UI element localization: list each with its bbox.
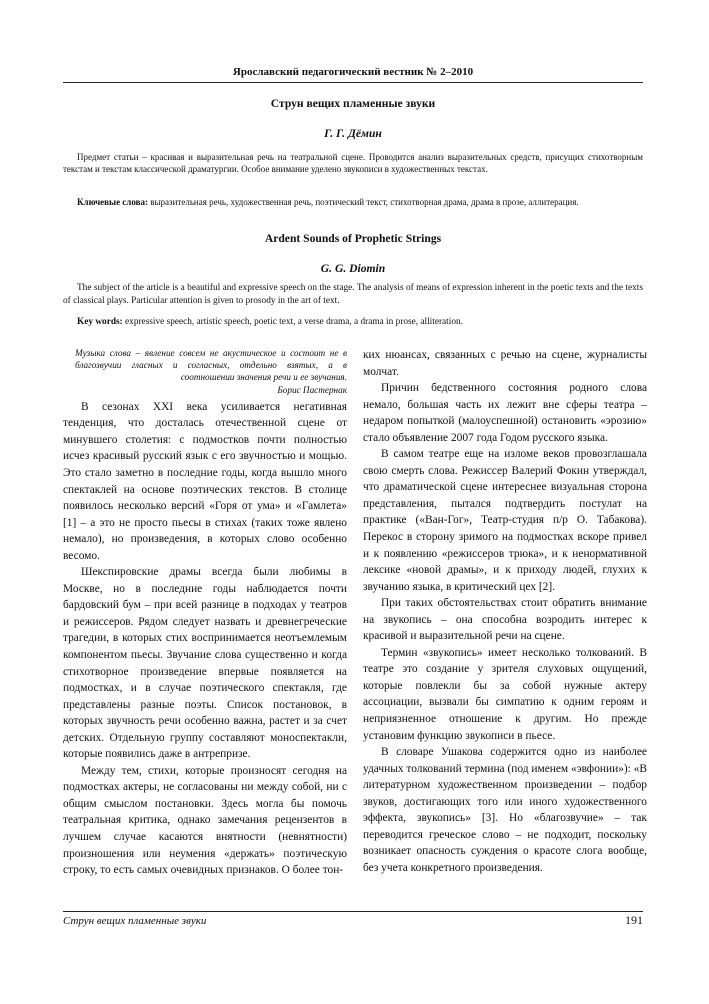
epigraph-text: Музыка слова – явление совсем не акустическое и состоит не в благозвучии гласных и согласных, отдельно взятых, а в соотношении значения речи и ее звучания. [75, 348, 347, 383]
paragraph: В самом театре еще на изломе веков провозглашала свою смерть слова. Режиссер Валерий Фокин утверждал, что драматической сцене интереснее визуальная сторона представления, пытался подтвердить постулат на практике («Ван-Гог», Театр-студия п/р О. Табакова). Перекос в сторону зримого на подмостках вскоре привел и к появлению «режиссеров трюка», и к ненормативной лексике «новой драмы», и к приходу людей, глухих к звучанию языка, в критический цех [2]. [363, 448, 647, 593]
paragraph: В сезонах XXI века усиливается негативная тенденция, что досталась отечественной сцене от минувшего столетия: с подмостков почти полностью исчез красивый русский язык с его звучностью и мощью. Это стало заметно в последние годы, когда вышло много спектаклей на основе поэтических текстов. В столице появилось несколько версий «Горя от ума» и «Гамлета» [1] – а это не просто пьесы в стихах (таких тоже явлено немало), но произведения, в которых слово особенно весомо. [63, 400, 347, 562]
keywords-ru-text: выразительная речь, художественная речь, поэтический текст, стихотворная драма, драма в прозе, аллитерация. [148, 197, 579, 207]
footer-running-title: Струн вещих пламенные звуки [63, 915, 207, 927]
journal-header: Ярославский педагогический вестник № 2–2010 [232, 66, 474, 78]
journal-page [63, 0, 647, 1004]
abstract-ru [63, 151, 643, 176]
paragraph: В словаре Ушакова содержится одно из наиболее удачных толкований термина (под именем «эвфонии»): «В литературном художественном произведении – подбор звуков, достигающих того или иного художественного эффекта, звукопись» [3]. Но «благозвучие» – так переводится греческое слово – не подходит, поскольку возникает опасность суждения о красоте слога вообще, без учета конкретного произведения. [363, 746, 647, 874]
paragraph: Причин бедственного состояния родного слова немало, большая часть их лежит вне сферы театра – недаром попыткой (малоуспешной) остановить «эрозию» стало объявление 2007 года Годом русского языка. [363, 382, 647, 444]
epigraph-author: Борис Пастернак [277, 384, 347, 395]
abstract-ru-text: Предмет статьи – красивая и выразительная речь на театральной сцене. Проводится анализ выразительных средств, присущих стихотворным текстам и текстам классической драматургии. Особое внимание уделено звукописи в художественных текстах. [63, 152, 643, 175]
keywords-en-label: Key words: [77, 317, 123, 327]
epigraph [63, 347, 347, 396]
keywords-en [63, 316, 643, 329]
keywords-ru [63, 196, 643, 208]
body-column-right [363, 347, 647, 877]
keywords-en-text: expressive speech, artistic speech, poetic text, a verse drama, a drama in prose, alliteration. [122, 317, 463, 327]
abstract-en [63, 282, 643, 308]
author-en: G. G. Diomin [320, 262, 386, 275]
paragraph: Между тем, стихи, которые произносят сегодня на подмостках актеры, не согласованы ни между собой, ни с общим смыслом постановки. Здесь могла бы помочь театральная критика, однако замечания рецензентов в лучшем случае касаются внятности (невнятности) произношения или неумения «держать» поэтическую строку, то есть самых очевидных признаков. О более тон- [63, 764, 347, 877]
paragraph: Шекспировские драмы всегда были любимы в Москве, но в последние годы наблюдается почти бардовский бум – при всей разнице в подходах у театров и режиссеров. Рядом следует назвать и древнегреческие трагедии, в которых стих воспринимается неотъемлемым компонентом пьесы. Звучание слова существенно и когда стихотворное произведение впервые появляется на подмостках, и в случае поэтического спектакля, где представлены разные поэты. Список постановок, в которых звучность речи особенно важна, растет и за счет детских. Отдельную группу составляют моноспектакли, которые появились даже в антрепризе. [63, 566, 347, 761]
body-column-left [63, 347, 347, 879]
paragraph-continuation: ких нюансах, связанных с речью на сцене, журналисты молчат. [363, 349, 647, 378]
keywords-ru-label: Ключевые слова: [77, 197, 148, 207]
header-rule [63, 82, 643, 83]
footer-rule [63, 911, 643, 912]
page-number: 191 [625, 913, 643, 927]
paragraph: Термин «звукопись» имеет несколько толкований. В театре это создание у зрителя слуховых ощущений, которые повлекли бы за собой нужные актеру ассоциации, вызвали бы симпатию к одним героям и неприязненное отношение к другим. Но прежде установим функцию звукописи в пьесе. [363, 646, 647, 742]
author-ru: Г. Г. Дёмин [324, 127, 382, 140]
article-title-ru: Струн вещих пламенные звуки [270, 97, 436, 110]
abstract-en-text: The subject of the article is a beautiful and expressive speech on the stage. The analysis of means of expression inherent in the poetic texts and the texts of classical plays. Particular attention is given to prosody in the art of text. [63, 283, 643, 306]
paragraph: При таких обстоятельствах стоит обратить внимание на звукопись – она способна возродить интерес к красивой и выразительной речи на сцене. [363, 597, 647, 643]
article-title-en: Ardent Sounds of Prophetic Strings [264, 232, 442, 245]
